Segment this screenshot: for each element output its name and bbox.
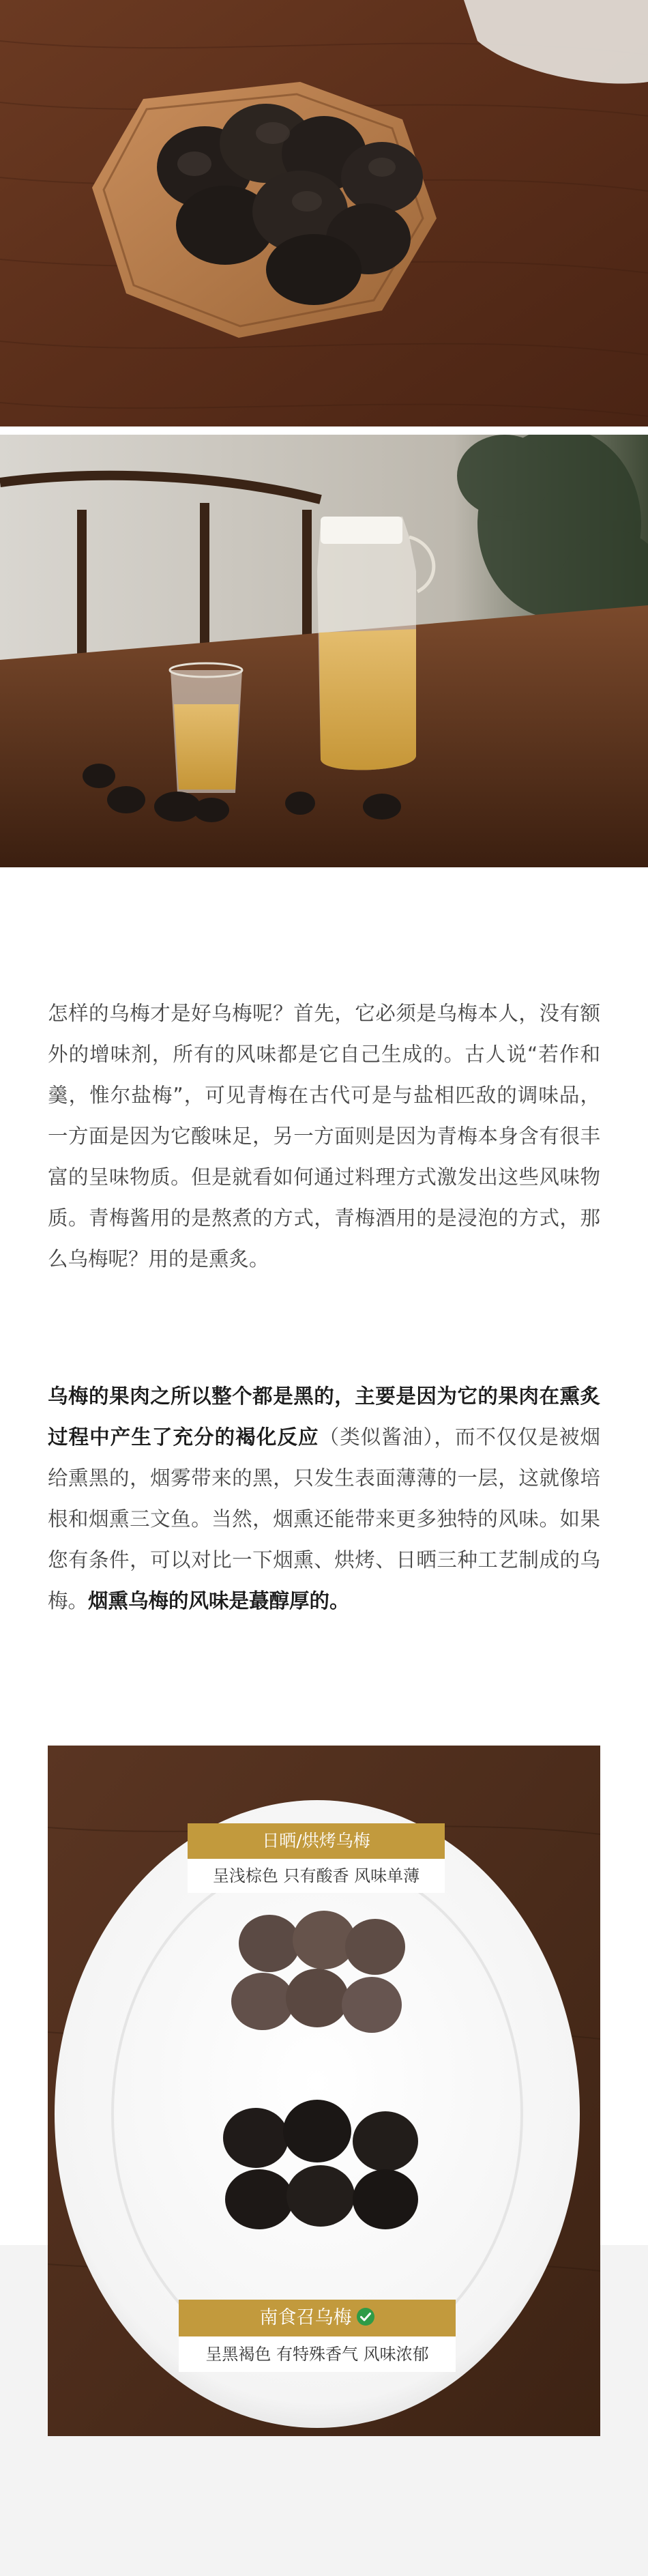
smoked-title-label	[179, 2300, 456, 2336]
smoked-description-label: 呈黑褐色 有特殊香气 风味浓郁	[179, 2336, 456, 2372]
photo-plum-tea-and-carafe	[0, 435, 648, 867]
sun-dried-description-label: 呈浅棕色 只有酸香 风味单薄	[188, 1859, 445, 1893]
sun-dried-title-label: 日晒/烘烤乌梅	[188, 1823, 445, 1859]
paragraph-1-text: 怎样的乌梅才是好乌梅呢？首先，它必须是乌梅本人，没有额外的增味剂，所有的风味都是它自己生成的。古人说“若作和羹，惟尔盐梅”，可见青梅在古代可是与盐相匹敌的调味品，一方面是因为它酸味足，另一方面则是因为青梅本身含有很丰富的呈味物质。但是就看如何通过料理方式激发出这些风味物质。青梅酱用的是熬煮的方式，青梅酒用的是浸泡的方式，那么乌梅呢？用的是熏炙。	[48, 1002, 600, 1271]
photo-plums-on-tray	[0, 0, 648, 426]
tea-glass	[170, 663, 242, 793]
paragraph-2-bold-lead: 乌梅的果肉之所以整个都是黑的，主要是因为它的果肉在熏炙过程中产生了充分的褐化反应	[48, 1385, 600, 1449]
paragraph-2-body: （类似酱油），而不仅仅是被烟给熏黑的，烟雾带来的黑，只发生表面薄薄的一层，这就像培根和烟熏三文鱼。当然，烟熏还能带来更多独特的风味。如果您有条件，可以对比一下烟熏、烘烤、日晒三种工艺制成的乌梅。	[48, 1426, 600, 1612]
check-circle-icon	[356, 2302, 375, 2339]
paragraph-2-bold-end: 烟熏乌梅的风味是蕞醇厚的。	[88, 1589, 350, 1612]
intro-paragraph	[48, 993, 600, 1279]
paragraph-2-text	[48, 1376, 600, 1621]
browning-paragraph	[48, 1376, 600, 1621]
smoked-title-text: 南食召乌梅	[259, 2307, 352, 2328]
